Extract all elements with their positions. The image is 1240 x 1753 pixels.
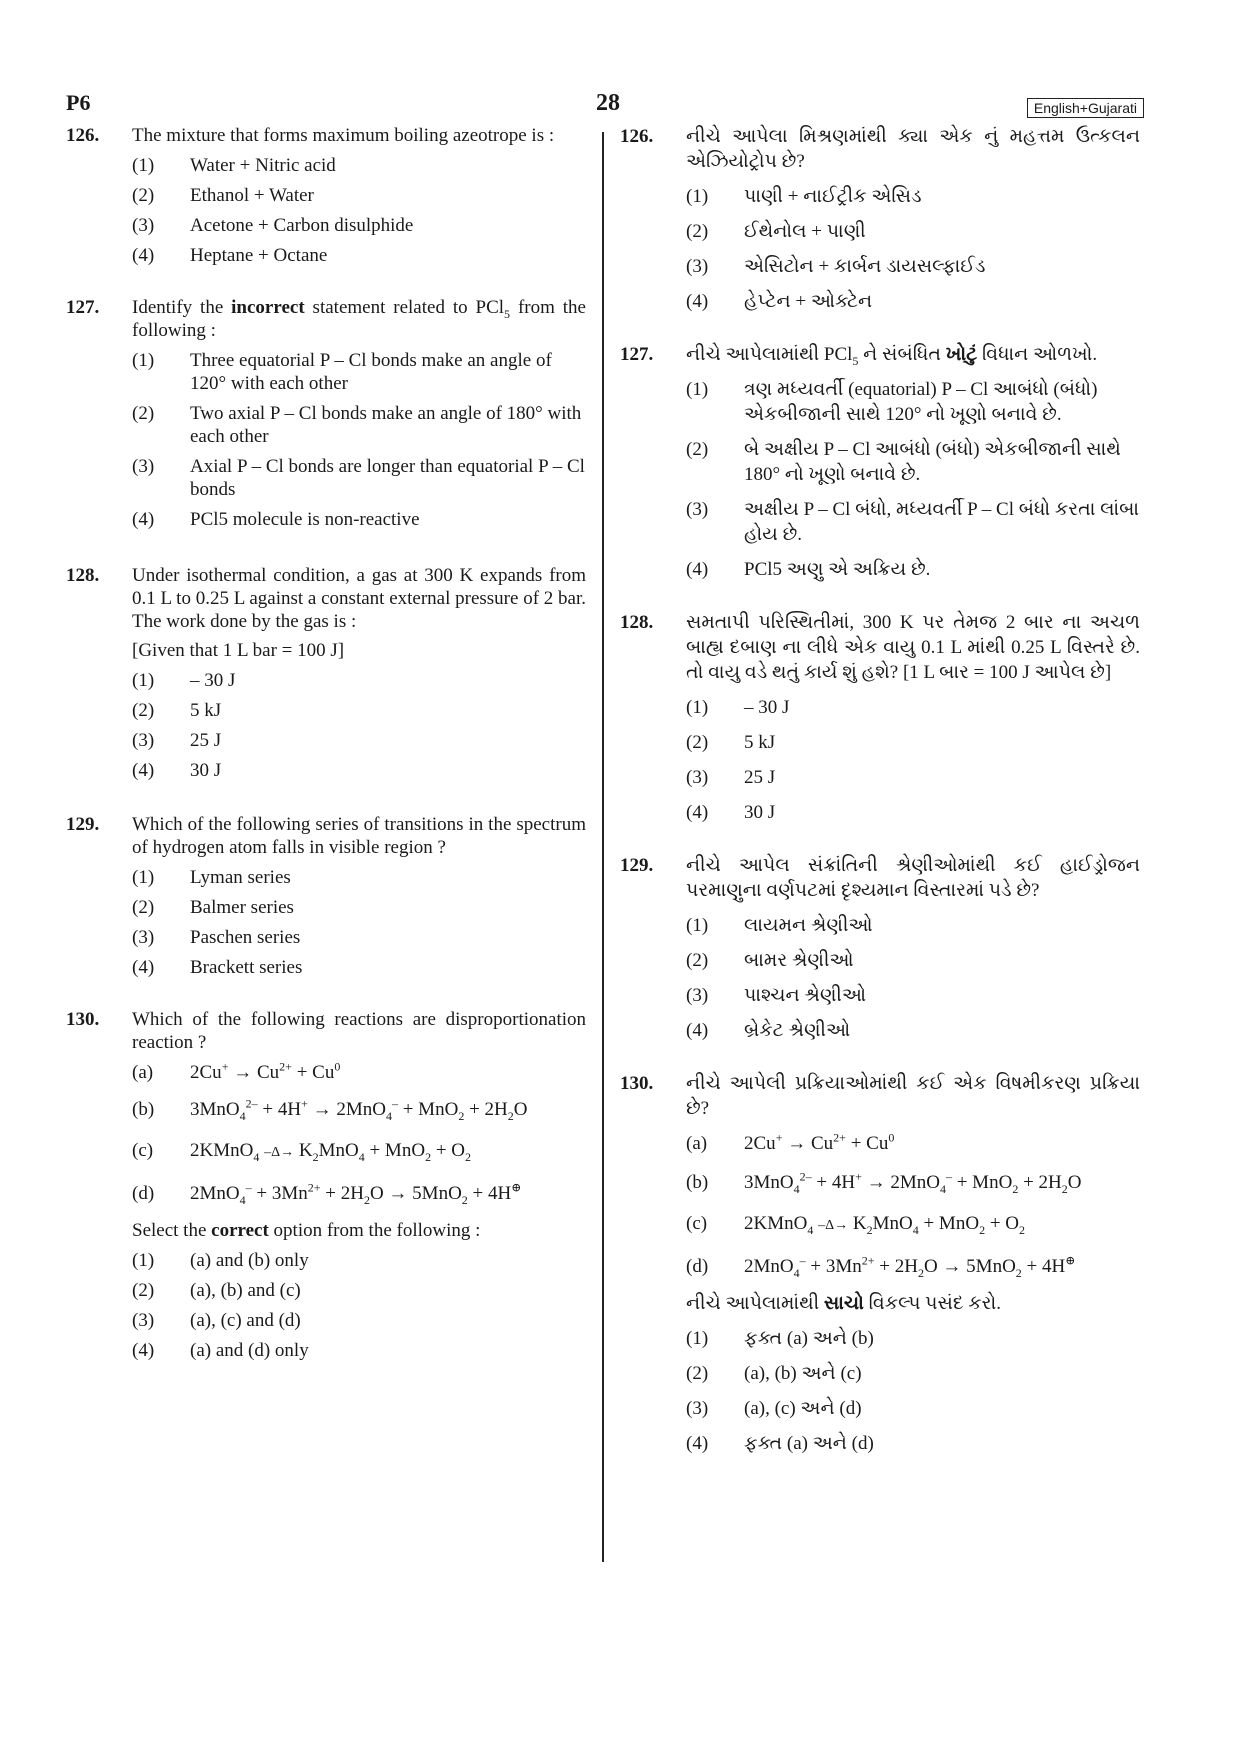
option-item	[132, 926, 586, 949]
option-text: Acetone + Carbon disulphide	[190, 215, 414, 236]
paper-code: P6	[66, 90, 91, 115]
question-stem: The mixture that forms maximum boiling azeotrope is :	[132, 125, 555, 146]
option-number: (1)	[686, 697, 709, 718]
question-128-gu	[620, 610, 1140, 835]
option-number: (1)	[132, 350, 155, 371]
option-item	[132, 402, 586, 448]
option-text: (a), (b) and (c)	[190, 1280, 301, 1301]
option-number: (3)	[686, 985, 709, 1006]
options-list	[686, 1326, 1140, 1456]
question-number: 130.	[66, 1009, 100, 1030]
option-text: Lyman series	[190, 867, 291, 888]
option-text: બ્રેકેટ શ્રેણીઓ	[744, 1020, 851, 1041]
question-stem: સમતાપી પરિસ્થિતીમાં, 300 K પર તેમજ 2 બાર ના અચળ બાહ્ય દબાણ ના લીધે એક વાયુ 0.1 L માંથી 0.25 L વિસ્તરે છે. તો વાયુ વડે થતું કાર્ય શું હશે? [1 L બાર = 100 J આપેલ છે]	[686, 612, 1140, 683]
option-text: 25 J	[190, 730, 222, 751]
question-number: 126.	[620, 126, 654, 147]
option-text: Balmer series	[190, 897, 294, 918]
option-text: (a), (c) અને (d)	[744, 1398, 862, 1419]
option-item	[686, 497, 1140, 547]
question-127-en	[66, 296, 586, 538]
option-item	[132, 184, 586, 207]
option-text: ઈથેનોલ + પાણી	[744, 221, 866, 242]
option-number: (4)	[132, 1340, 155, 1361]
option-item	[132, 699, 586, 722]
option-number: (2)	[686, 1363, 709, 1384]
option-number: (4)	[132, 957, 155, 978]
option-number: (2)	[686, 439, 709, 460]
option-number: (4)	[686, 1433, 709, 1454]
option-item	[686, 437, 1140, 487]
option-number: (4)	[132, 509, 155, 530]
option-text: હેપ્ટેન + ઓક્ટેન	[744, 291, 873, 312]
option-text: PCl5 અણુ એ અક્રિય છે.	[744, 559, 931, 580]
option-text: (a) and (d) only	[190, 1340, 309, 1361]
option-item	[132, 455, 586, 501]
option-item	[132, 956, 586, 979]
option-item	[686, 913, 1140, 938]
option-number: (1)	[132, 155, 155, 176]
option-text: અક્ષીય P – Cl બંધો, મધ્યવર્તી P – Cl બંધો કરતા લાંબા હોય છે.	[744, 499, 1140, 545]
option-number: (3)	[686, 499, 709, 520]
english-column	[66, 124, 586, 1369]
option-number: (2)	[686, 732, 709, 753]
question-number: 126.	[66, 125, 100, 146]
option-item	[686, 800, 1140, 825]
options-list	[686, 184, 1140, 314]
option-number: (2)	[132, 185, 155, 206]
question-stem: Under isothermal condition, a gas at 300 K expands from 0.1 L to 0.25 L against a constant external pressure of 2 bar. The work done by the gas is :	[132, 565, 586, 632]
question-128-en	[66, 564, 586, 789]
question-129-gu	[620, 853, 1140, 1053]
page-number: 28	[596, 90, 620, 116]
option-item	[132, 1249, 586, 1272]
options-list	[686, 913, 1140, 1043]
reaction-b: (b) $3MnO_4^{2-} + 4H^+ \to 2MnO_4^- + MnO_2 + 2H_2O$	[132, 1096, 528, 1123]
option-text: (a), (c) and (d)	[190, 1310, 301, 1331]
question-126-gu	[620, 124, 1140, 324]
option-item	[686, 1018, 1140, 1043]
question-stem: Identify the incorrect statement related to PCl$_5$ from the following :	[132, 297, 586, 341]
option-number: (1)	[686, 379, 709, 400]
option-number: (4)	[132, 245, 155, 266]
option-text: Water + Nitric acid	[190, 155, 336, 176]
question-130-gu	[620, 1071, 1140, 1466]
option-number: (2)	[132, 700, 155, 721]
select-instruction: નીચે આપેલામાંથી સાચો વિકલ્પ પસંદ કરો.	[686, 1293, 1001, 1314]
question-number: 127.	[620, 344, 654, 365]
option-item	[132, 669, 586, 692]
option-item	[686, 983, 1140, 1008]
option-item	[132, 866, 586, 889]
question-130-en	[66, 1008, 586, 1369]
keyword-incorrect: ખોટું	[945, 344, 978, 365]
option-number: (1)	[132, 1250, 155, 1271]
option-number: (3)	[132, 730, 155, 751]
option-number: (1)	[686, 1328, 709, 1349]
reaction-b: (b) $3MnO_4^{2-} + 4H^+ \to 2MnO_4^- + MnO_2 + 2H_2O$	[686, 1169, 1082, 1196]
option-text: ત્રણ મધ્યવર્તી (equatorial) P – Cl આબંધો (બંધો) એકબીજાની સાથે 120° નો ખૂણો બનાવે છે.	[744, 379, 1098, 425]
select-instruction: Select the correct option from the following :	[132, 1220, 481, 1241]
option-item	[686, 730, 1140, 755]
option-number: (3)	[132, 215, 155, 236]
option-text: Three equatorial P – Cl bonds make an angle of 120° with each other	[190, 350, 552, 394]
option-item	[686, 289, 1140, 314]
question-number: 129.	[620, 855, 654, 876]
option-text: ફક્ત (a) અને (d)	[744, 1433, 874, 1454]
options-list	[132, 349, 586, 531]
option-number: (3)	[686, 256, 709, 277]
question-stem: નીચે આપેલામાંથી PCl$_5$ ને સંબંધિત ખોટું વિધાન ઓળખો.	[686, 344, 1098, 368]
option-text: Axial P – Cl bonds are longer than equatorial P – Cl bonds	[190, 456, 585, 500]
question-stem: Which of the following reactions are disproportionation reaction ?	[132, 1009, 586, 1053]
reaction-a: (a) $2Cu^+ \to Cu^{2+} + Cu^0$	[132, 1059, 341, 1083]
option-text: પાશ્ચન શ્રેણીઓ	[744, 985, 866, 1006]
option-item	[686, 1396, 1140, 1421]
reaction-c: (c) 2KMnO$_4$ $-\Delta\to K_2MnO_4 + MnO_2 + O_2$	[686, 1213, 1025, 1237]
option-number: (3)	[132, 456, 155, 477]
option-text: પાણી + નાઈટ્રીક એસિડ	[744, 186, 922, 207]
reaction-a: (a) $2Cu^+ \to Cu^{2+} + Cu^0$	[686, 1130, 895, 1154]
option-text: 30 J	[744, 802, 776, 823]
options-list	[132, 154, 586, 267]
option-number: (4)	[686, 291, 709, 312]
option-number: (2)	[686, 950, 709, 971]
option-item	[686, 948, 1140, 973]
question-number: 127.	[66, 297, 100, 318]
option-number: (1)	[132, 670, 155, 691]
question-126-en	[66, 124, 586, 274]
option-number: (2)	[132, 1280, 155, 1301]
option-number: (2)	[132, 897, 155, 918]
option-item	[686, 557, 1140, 582]
option-text: Ethanol + Water	[190, 185, 314, 206]
option-item	[686, 184, 1140, 209]
option-text: – 30 J	[190, 670, 236, 691]
language-badge: English+Gujarati	[1027, 98, 1144, 118]
question-number: 128.	[66, 565, 100, 586]
option-item	[132, 214, 586, 237]
options-list	[132, 1249, 586, 1362]
question-129-en	[66, 813, 586, 986]
option-text: લાયમન શ્રેણીઓ	[744, 915, 873, 936]
option-text: – 30 J	[744, 697, 790, 718]
option-number: (3)	[132, 1310, 155, 1331]
option-item	[686, 695, 1140, 720]
option-number: (3)	[686, 767, 709, 788]
option-text: (a), (b) અને (c)	[744, 1363, 862, 1384]
option-item	[132, 349, 586, 395]
question-number: 130.	[620, 1073, 654, 1094]
option-text: 25 J	[744, 767, 776, 788]
option-text: Heptane + Octane	[190, 245, 328, 266]
given-note: [Given that 1 L bar = 100 J]	[132, 640, 345, 661]
option-text: ફક્ત (a) અને (b)	[744, 1328, 874, 1349]
option-text: એસિટોન + કાર્બન ડાયસલ્ફાઈડ	[744, 256, 986, 277]
question-number: 128.	[620, 612, 654, 633]
options-list	[132, 866, 586, 979]
option-number: (4)	[686, 1020, 709, 1041]
option-text: Two axial P – Cl bonds make an angle of 180° with each other	[190, 403, 582, 447]
option-item	[132, 896, 586, 919]
keyword-incorrect: incorrect	[231, 297, 305, 318]
options-list	[132, 669, 586, 782]
option-number: (4)	[686, 559, 709, 580]
gujarati-column	[620, 124, 1140, 1466]
option-text: PCl5 molecule is non-reactive	[190, 509, 420, 530]
option-item	[686, 1326, 1140, 1351]
option-text: 5 kJ	[744, 732, 776, 753]
option-number: (2)	[686, 221, 709, 242]
option-item	[686, 254, 1140, 279]
question-stem: નીચે આપેલ સંક્રાંતિની શ્રેણીઓમાંથી કઈ હાઈડ્રોજન પરમાણુના વર્ણપટમાં દૃશ્યમાન વિસ્તારમાં પડે છે?	[686, 855, 1140, 901]
reaction-d: (d) $2MnO_4^- + 3Mn^{2+} + 2H_2O \to 5MnO_2 + 4H^\oplus$	[132, 1180, 522, 1207]
option-text: બે અક્ષીય P – Cl આબંધો (બંધો) એકબીજાની સાથે 180° નો ખૂણો બનાવે છે.	[744, 439, 1121, 485]
option-number: (4)	[132, 760, 155, 781]
option-item	[686, 219, 1140, 244]
reaction-c: (c) 2KMnO$_4$ $-\Delta\to K_2MnO_4 + MnO_2 + O_2$	[132, 1140, 471, 1164]
option-text: બામર શ્રેણીઓ	[744, 950, 854, 971]
option-item	[132, 1339, 586, 1362]
option-item	[686, 765, 1140, 790]
question-stem: Which of the following series of transitions in the spectrum of hydrogen atom falls in visible region ?	[132, 814, 586, 858]
option-text: 30 J	[190, 760, 222, 781]
column-divider	[602, 132, 604, 1562]
option-number: (2)	[132, 403, 155, 424]
question-stem: નીચે આપેલી પ્રક્રિયાઓમાંથી કઈ એક વિષમીકરણ પ્રક્રિયા છે?	[686, 1073, 1140, 1119]
option-item	[132, 729, 586, 752]
reaction-d: (d) $2MnO_4^- + 3Mn^{2+} + 2H_2O \to 5MnO_2 + 4H^\oplus$	[686, 1253, 1076, 1280]
question-stem: નીચે આપેલા મિશ્રણમાંથી ક્યા એક નું મહત્તમ ઉત્કલન એઝિયોટ્રોપ છે?	[686, 126, 1140, 172]
option-number: (1)	[686, 915, 709, 936]
options-list	[686, 695, 1140, 825]
option-item	[686, 377, 1140, 427]
options-list	[686, 377, 1140, 582]
option-number: (1)	[132, 867, 155, 888]
option-number: (1)	[686, 186, 709, 207]
option-item	[132, 244, 586, 267]
question-127-gu	[620, 342, 1140, 592]
option-item	[132, 759, 586, 782]
option-item	[686, 1431, 1140, 1456]
option-text: Brackett series	[190, 957, 303, 978]
option-number: (3)	[686, 1398, 709, 1419]
option-text: Paschen series	[190, 927, 301, 948]
option-number: (3)	[132, 927, 155, 948]
option-item	[132, 1279, 586, 1302]
option-text: (a) and (b) only	[190, 1250, 309, 1271]
option-item	[132, 154, 586, 177]
option-number: (4)	[686, 802, 709, 823]
option-item	[132, 1309, 586, 1332]
option-text: 5 kJ	[190, 700, 222, 721]
option-item	[132, 508, 586, 531]
option-item	[686, 1361, 1140, 1386]
question-number: 129.	[66, 814, 100, 835]
